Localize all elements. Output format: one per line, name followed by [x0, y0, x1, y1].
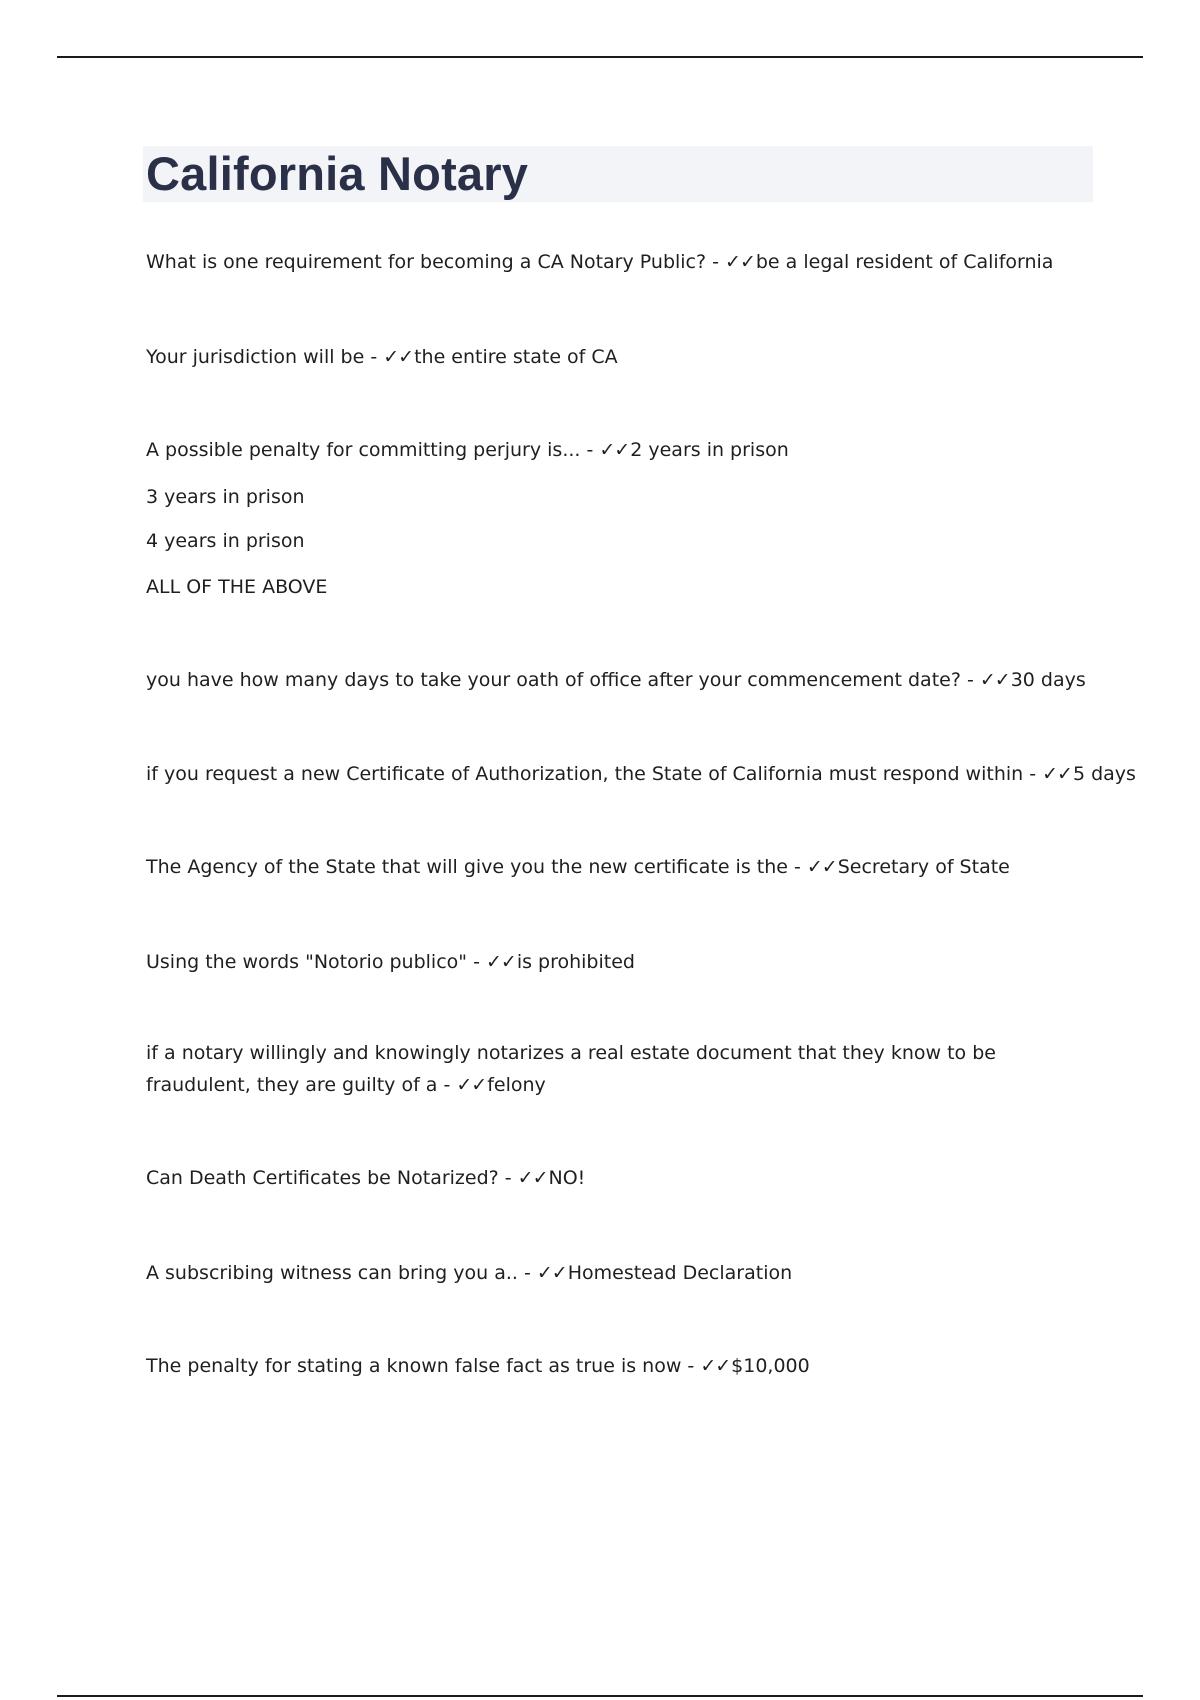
- check-icon: ✓✓: [456, 1074, 487, 1096]
- answer-option: 3 years in prison: [146, 486, 305, 508]
- answer-text: 30 days: [1010, 669, 1086, 691]
- question-text: you have how many days to take your oath of office after your commencement date?: [146, 669, 961, 691]
- question-text: if a notary willingly and knowingly notarizes a real estate document that they know to be fraudulent, they are guilty of a: [146, 1042, 996, 1096]
- qa-item-7: [146, 946, 1106, 978]
- separator: -: [498, 1167, 518, 1189]
- qa-item-2: [146, 341, 1106, 373]
- question-text: The Agency of the State that will give you the new certificate is the: [146, 856, 788, 878]
- question-text: A possible penalty for committing perjury is...: [146, 439, 581, 461]
- separator: -: [681, 1355, 701, 1377]
- answer-text: is prohibited: [516, 951, 635, 973]
- check-icon: ✓✓: [700, 1355, 731, 1377]
- separator: -: [517, 1262, 537, 1284]
- document-title: California Notary: [146, 147, 529, 200]
- qa-item-8: [146, 1037, 1086, 1101]
- qa-item-10: [146, 1257, 1106, 1289]
- check-icon: ✓✓: [1042, 763, 1072, 785]
- separator: -: [960, 669, 980, 691]
- qa-item-11: [146, 1350, 1106, 1382]
- answer-option: 4 years in prison: [146, 530, 305, 552]
- check-icon: ✓✓: [725, 251, 755, 273]
- qa-item-1: [146, 246, 1106, 278]
- question-text: Using the words "Notorio publico": [146, 951, 468, 973]
- question-text: What is one requirement for becoming a CA Notary Public?: [146, 251, 707, 273]
- qa-item-5: [146, 758, 1146, 790]
- qa-item-4: [146, 664, 1106, 696]
- check-icon: ✓✓: [979, 669, 1010, 691]
- question-text: Can Death Certificates be Notarized?: [146, 1167, 499, 1189]
- separator: -: [706, 251, 726, 273]
- check-icon: ✓✓: [599, 439, 630, 461]
- qa-item-3: [146, 434, 1106, 466]
- answer-text: the entire state of CA: [414, 346, 618, 368]
- check-icon: ✓✓: [383, 346, 414, 368]
- separator: -: [364, 346, 384, 368]
- separator: -: [580, 439, 600, 461]
- separator: -: [787, 856, 807, 878]
- qa-item-6: [146, 851, 1106, 883]
- separator: -: [437, 1074, 457, 1096]
- separator: -: [467, 951, 486, 973]
- question-text: Your jurisdiction will be: [146, 346, 365, 368]
- answer-text: be a legal resident of California: [755, 251, 1054, 273]
- check-icon: ✓✓: [485, 951, 516, 973]
- qa-item-9: [146, 1162, 1106, 1194]
- check-icon: ✓✓: [517, 1167, 548, 1189]
- question-text: The penalty for stating a known false fact as true is now: [146, 1355, 682, 1377]
- bottom-rule: [57, 1695, 1143, 1697]
- answer-text: NO!: [548, 1167, 586, 1189]
- check-icon: ✓✓: [806, 856, 837, 878]
- top-rule: [57, 56, 1143, 58]
- answer-text: Homestead Declaration: [567, 1262, 793, 1284]
- question-text: if you request a new Certificate of Authorization, the State of California must respond within: [146, 763, 1024, 785]
- answer-text: 5 days: [1072, 763, 1136, 785]
- separator: -: [1023, 763, 1043, 785]
- answer-text: 2 years in prison: [630, 439, 789, 461]
- question-text: A subscribing witness can bring you a..: [146, 1262, 518, 1284]
- check-icon: ✓✓: [536, 1262, 567, 1284]
- answer-text: Secretary of State: [837, 856, 1010, 878]
- answer-option: ALL OF THE ABOVE: [146, 576, 328, 598]
- answer-text: $10,000: [731, 1355, 810, 1377]
- answer-text: felony: [487, 1074, 546, 1096]
